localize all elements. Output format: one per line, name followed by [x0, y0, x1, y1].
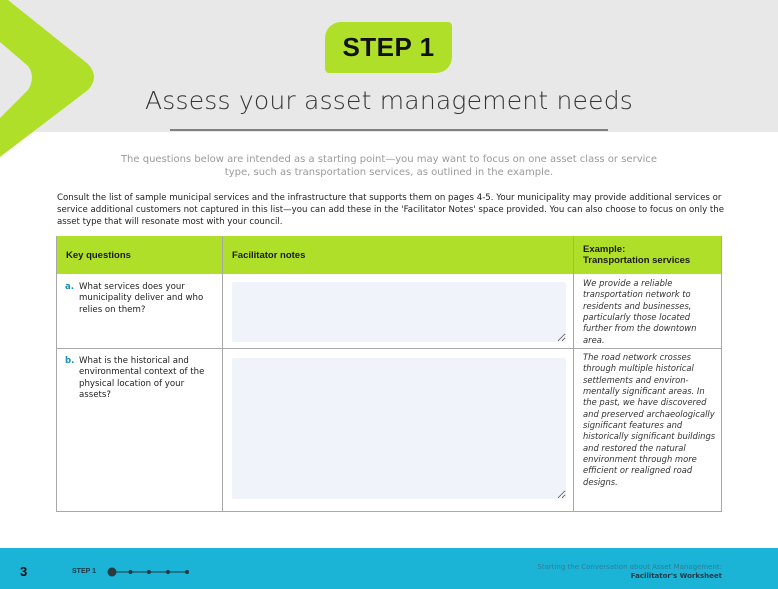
questions-table — [56, 236, 722, 512]
footer-document-title — [537, 563, 722, 581]
page-title: Assess your asset management needs — [144, 86, 634, 115]
footer-bar — [0, 548, 778, 589]
column-divider — [222, 236, 223, 512]
table-row-question-b — [65, 356, 215, 401]
title-divider — [170, 129, 608, 131]
question-letter: a. — [65, 282, 75, 292]
intro-text: The questions below are intended as a starting point—you may want to focus on one asset class or service type, such as transportation services, as outlined in the example. — [120, 154, 658, 178]
page-number: 3 — [20, 564, 28, 579]
instructions-text: Consult the list of sample municipal services and the infrastructure that supports them on pages 4-5. Your municipality may provide additional services or service additional customers not captured in this list—you can add these in the 'Facilitator Notes' space provided. You can also choose to focus on only the asset type that will resonate most with your council. — [57, 193, 725, 227]
footer-doc-subtitle: Starting the Conversation about Asset Management: — [537, 563, 722, 571]
example-text-a: We provide a reliable transportation network to residents and businesses, particularly those located further from the downtown area. — [583, 278, 697, 345]
header-key-questions: Key questions — [66, 249, 131, 261]
facilitator-notes-input-a[interactable] — [232, 282, 566, 342]
header-example-topic: Transportation services — [583, 255, 691, 266]
question-letter: b. — [65, 356, 75, 366]
column-divider — [573, 236, 574, 512]
question-text: What services does your municipality deliver and who relies on them? — [79, 282, 204, 315]
chevron-arrow-icon — [0, 0, 110, 160]
example-text-b: The road network crosses through multiple historical settlements and environ-mentally significant areas. In the past, we have discovered and preserved archaeologically significant features and historically significant buildings and restored the natural environment through more efficient or realigned road designs. — [583, 352, 716, 487]
footer-step-label: STEP 1 — [72, 568, 96, 575]
question-text: What is the historical and environmental context of the physical location of your assets? — [79, 356, 205, 400]
step-badge: STEP 1 — [325, 22, 452, 73]
header-example-label: Example: — [583, 244, 626, 255]
table-row-question-a — [65, 282, 215, 316]
table-header — [57, 236, 721, 274]
header-example — [583, 236, 719, 274]
footer-doc-name: Facilitator's Worksheet — [630, 572, 722, 580]
step-progress-icon — [107, 566, 191, 578]
row-divider — [57, 348, 721, 349]
facilitator-notes-input-b[interactable] — [232, 358, 566, 499]
header-facilitator-notes: Facilitator notes — [232, 249, 306, 261]
